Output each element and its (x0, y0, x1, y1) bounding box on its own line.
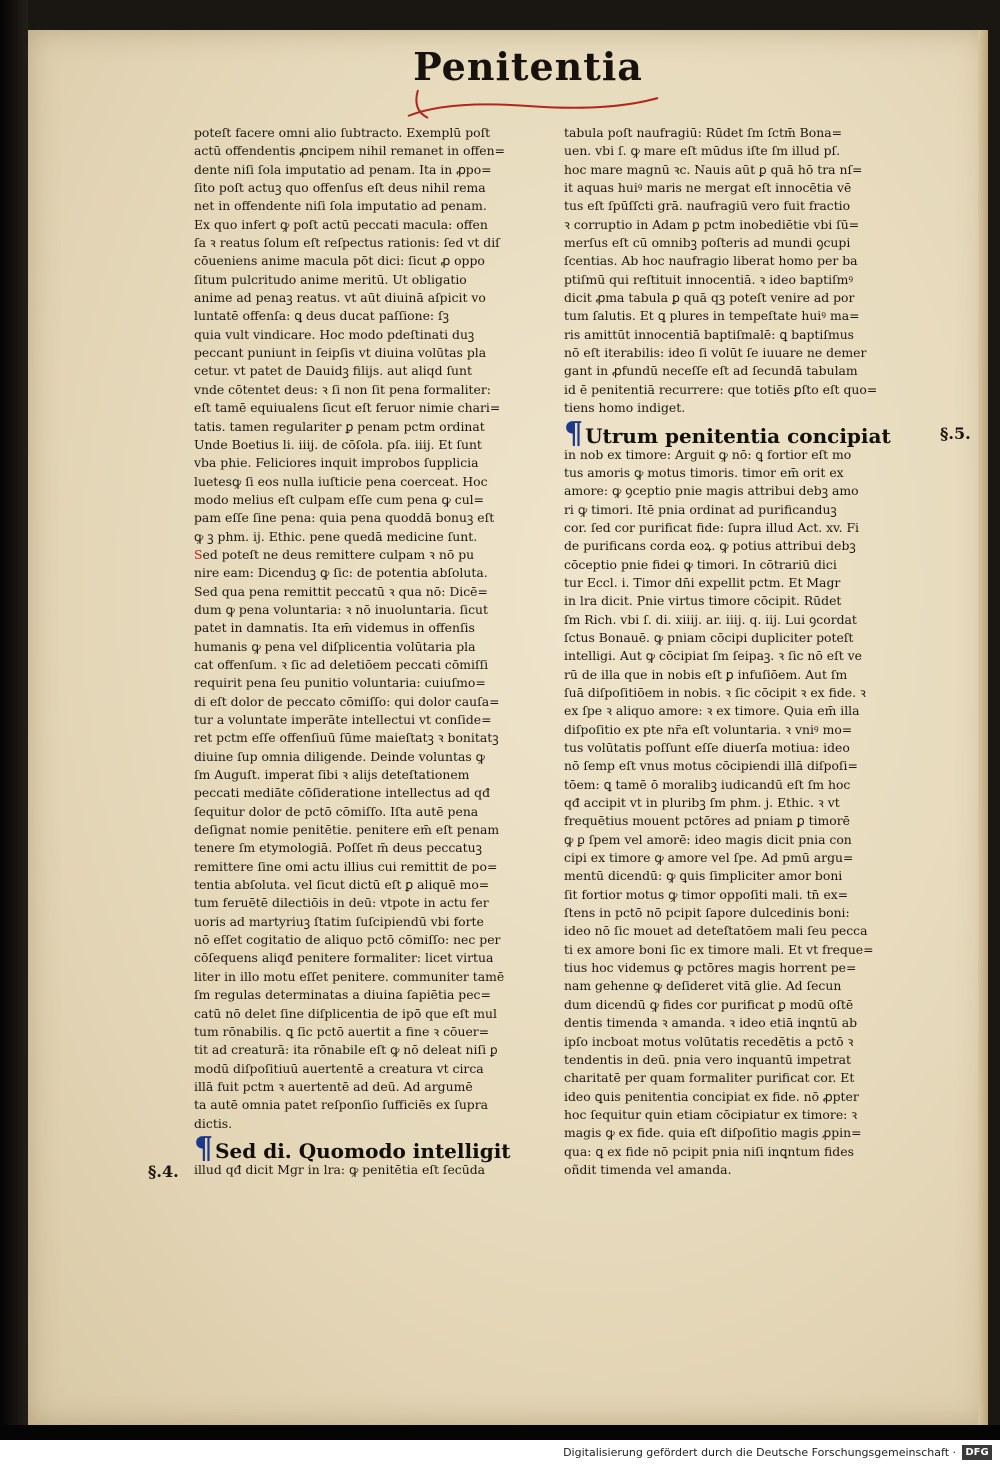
section-heading-right (564, 415, 936, 451)
text-line: qua: ꝗ ex fide nō pcipit pnia niſi inꝗntum fides (564, 1143, 854, 1159)
text-line: ipſo incboat motus volūtatis recedētis a pctō ꝛ (564, 1033, 854, 1049)
text-line: frequētius mouent pctōres ad pniam ꝑ timorē (564, 813, 851, 829)
text-line: cor. ſed cor purificat fide: ſupra illud Act. xv. Fi (564, 519, 860, 535)
text-line: ſit fortior motus ꝙ timor oppoſiti mali. tn̄ ex= (564, 886, 849, 902)
text-line: peccati mediāte cōſideratione intellectus ad qđ (194, 785, 491, 801)
text-line: tur a voluntate imperāte intellectui vt conſide= (194, 712, 492, 727)
text-line: luetesꝙ ſi eos nulla iuſticie pena coerceat. Hoc (194, 473, 488, 489)
text-line: id ē penitentiā recurrere: que totiēs ꝑſto eſt quo= (564, 381, 878, 397)
text-line: ſequitur dolor de pctō cōmiſſo. Iſta autē pena (194, 803, 479, 819)
binding-shadow-bottom (0, 1425, 1000, 1440)
text-line: diuine ſup omnia diligende. Deinde voluntas ꝙ (194, 748, 485, 764)
text-line: gant in ꝓfundū neceſſe eſt ad ſecundā tabulam (564, 363, 858, 379)
text-line: ti ex amore boni ſic ex timore mali. Et vt freque= (564, 941, 874, 957)
text-line: remittere ſine omi actu illius cui remittit de po= (194, 858, 498, 874)
text-line: dicit ꝓma tabula ꝑ quā qꝫ poteſt venire ad por (564, 290, 855, 306)
text-line: uoris ad martyriuꝫ ſtatim ſuſcipiendū vbi forte (194, 913, 484, 929)
text-line: requirit pena ſeu punitio voluntaria: cuiuſmo= (194, 675, 486, 691)
text-line: ptiſmū qui reſtituit innocentiā. ꝛ ideo baptiſmꝰ (564, 271, 854, 287)
footer-bar (0, 1440, 1000, 1466)
text-line: magis ꝙ ex fide. quia eſt diſpoſitio magis ꝓpin= (564, 1125, 862, 1141)
text-line: ꝙ ꝑ ſpem vel amorē: ideo magis dicit pnia con (564, 831, 852, 847)
text-line: tum feruētē dilectiōis in deū: vtpote in actu fer (194, 895, 489, 911)
text-line: amore: ꝙ ꝯceptio pnie magis attribui debꝫ amo (564, 483, 859, 499)
section-heading-left-text: Sed di. Quomodo intelligit (215, 1138, 511, 1163)
text-line: tatis. tamen regulariter ꝑ penam pctm ordinat (194, 418, 485, 434)
running-head: Penitentia (413, 44, 643, 89)
text-line: dum ꝙ pena voluntaria: ꝛ nō inuoluntaria. ſicut (194, 601, 489, 617)
paragraph-mark-icon: ¶ (194, 1130, 214, 1166)
text-line: nam gehenne ꝙ deſideret vitā glie. Ad ſecun (564, 978, 842, 994)
text-line: ſm Auguſt. imperat ſibi ꝛ alijs deteſtationem (194, 767, 470, 783)
text-line: tum ſalutis. Et ꝗ plures in tempeſtate huiꝰ ma= (564, 308, 860, 324)
text-line: ris amittūt innocentiā baptiſmalē: ꝗ baptiſmus (564, 326, 855, 342)
text-line: ſitum pulcritudo anime meritū. Ut obligatio (194, 271, 467, 287)
text-line: dictis. (194, 1115, 233, 1131)
text-line: tabula poſt naufragiū: Rūdet ſm ſctm̄ Bona= (564, 125, 842, 140)
text-line: ſtens in pctō nō pcipit ſapore dulcedinis boni: (564, 905, 850, 921)
text-line: cetur. vt patet de Dauidꝫ filijs. aut aliqd ſunt (194, 363, 472, 379)
text-line: tur Eccl. i. Timor dn̄i expellit pctm. Et Magr (564, 574, 841, 590)
text-line: patet in damnatis. Ita em̄ videmus in offenſis (194, 620, 475, 636)
text-line: ta autē omnia patet reſponſio ſufficiēs ex ſupra (194, 1097, 489, 1113)
text-line: rū de illa que in nobis eſt ꝑ infuſiōem. Aut ſm (564, 666, 848, 682)
text-line: ideo ꝗuis penitentia concipiat ex fide. nō ꝓpter (564, 1088, 859, 1104)
dfg-logo: DFG (962, 1445, 992, 1460)
book-page (28, 30, 988, 1425)
text-line: diſpoſitio ex pte nr̄a eſt voluntaria. ꝛ vniꝰ mo= (564, 721, 853, 737)
text-line: ꝛ corruptio in Adam ꝑ pctm inobediētie vbi ſū= (564, 216, 860, 232)
text-line: tum rōnabilis. ꝗ ſic pctō auertit a fine ꝛ cōuer= (194, 1023, 490, 1039)
text-line: illud qđ dicit Mgr in lra: ꝙ penitētia eſt ſecūda (194, 1161, 486, 1177)
text-line: ex ſpe ꝛ aliquo amore: ꝛ ex timore. Quia em̄ illa (564, 703, 860, 719)
text-line: peccant puniunt in ſeipſis vt diuina volūtas pla (194, 345, 487, 361)
text-line: anime ad penaꝫ reatus. vt aūt diuinā aſpicit vo (194, 290, 486, 306)
text-line: liter in illo motu eſſet penitere. communiter tamē (194, 968, 505, 984)
text-line: eſt tamē equiualens ſicut eſt feruor nimie chari= (194, 400, 501, 416)
text-line: ideo nō ſic mouet ad deteſtatōem mali ſeu pecca (564, 923, 868, 939)
text-line: oñdit timenda vel amanda. (564, 1161, 732, 1177)
text-line: cat offenſum. ꝛ ſic ad deletiōem peccati cōmiſſi (194, 656, 489, 672)
text-line: mentū dicendū: ꝙ ꝗuis ſimpliciter amor boni (564, 868, 843, 884)
text-line: poteſt facere omni alio ſubtracto. Exemplū poſt (194, 125, 491, 140)
text-line: ꝙ ꝫ phm. ij. Ethic. pene quedā medicine ſunt. (194, 528, 478, 544)
text-line: nire eam: Dicenduꝫ ꝙ ſic: de potentia abſoluta. (194, 565, 488, 581)
page-edge (978, 30, 988, 1425)
text-line: nō eſt iterabilis: ideo ſi volūt ſe iuuare ne demer (564, 345, 867, 361)
text-line: vba phie. Feliciores inquit improbos ſupplicia (194, 455, 479, 471)
text-line: ri ꝙ timori. Itē pnia ordinat ad purificanduꝫ (564, 501, 837, 517)
text-line: it aquas huiꝰ maris ne mergat eſt innocētia vē (564, 180, 852, 196)
text-line: quia vult vindicare. Hoc modo pdeſtinati duꝫ (194, 326, 475, 342)
text-line: modo melius eſt culpam eſſe cum pena ꝙ cul= (194, 491, 485, 507)
text-line: cipi ex timore ꝙ amore vel ſpe. Ad pmū argu= (564, 850, 854, 866)
text-line: ſctus Bonauē. ꝙ pniam cōcipi dupliciter poteſt (564, 629, 854, 645)
text-line: dente niſi ſola imputatio ad penam. Ita in ꝓpo= (194, 161, 492, 177)
text-line: de purificans corda eoꝝ. ꝙ potius attribui debꝫ (564, 538, 856, 554)
text-line: ſcentias. Ab hoc naufragio liberat homo per ba (564, 253, 858, 269)
text-line: ret pctm eſſe offenſiuū ſūme maieſtatꝫ ꝛ bonitatꝫ (194, 730, 499, 746)
text-line: ſm regulas determinatas a diuina ſapiētia pec= (194, 987, 491, 1003)
section-heading-right-text: Utrum penitentia concipiat (585, 423, 891, 448)
text-line: hoc mare magnū ꝛc. Nauis aūt ꝑ quā hō tra nſ= (564, 161, 863, 177)
text-line: actū offendentis ꝓncipem nihil remanet in offen= (194, 143, 505, 159)
text-line: modū diſpoſitiuū auertentē a creatura vt circa (194, 1060, 484, 1076)
text-line: cōſequens aliqđ penitere formaliter: licet virtua (194, 950, 494, 966)
text-line: vnde cōtentet deus: ꝛ ſi non ſit pena formaliter: (194, 381, 491, 397)
left-text-column (194, 124, 554, 1179)
text-line: uen. vbi ſ. ꝙ mare eſt mūdus iſte ſm illud pſ. (564, 143, 841, 159)
text-line: tenere ſm etymologiā. Poſſet m̄ deus peccatuꝫ (194, 840, 482, 856)
text-line: dentis timenda ꝛ amanda. ꝛ ideo etiā inꝗntū ab (564, 1015, 858, 1031)
text-line: in nob ex timore: Arguit ꝙ nō: ꝗ fortior eſt mo (564, 446, 852, 462)
text-line: cōueniens anime macula pōt dici: ſicut ꝓ oppo (194, 253, 485, 269)
text-line: in lra dicit. Pnie virtus timore cōcipit. Rūdet (564, 593, 842, 609)
text-line: Ex quo infert ꝙ poſt actū peccati macula: offen (194, 216, 488, 232)
text-line: tus amoris ꝙ motus timoris. timor em̄ orit ex (564, 464, 844, 480)
text-line: hoc ſequitur quin etiam cōcipiatur ex timore: ꝛ (564, 1106, 858, 1122)
text-line: cōceptio pnie fidei ꝙ timori. In cōtrariū dici (564, 556, 837, 572)
text-line: deſignat nomie penitētie. penitere em̄ eſt penam (194, 822, 500, 838)
text-line: nō eſſet cogitatio de aliquo pctō cōmiſſo: nec per (194, 932, 501, 948)
text-line: nō ſemp eſt vnus motus cōcipiendi illā diſpoſi= (564, 758, 858, 774)
text-line: ſito poſt actuꝫ quo offenſus eſt deus nihil rema (194, 180, 486, 196)
text-line: Sed qua pena remittit peccatū ꝛ qua nō: Dicē= (194, 583, 488, 599)
text-line: Sed poteſt ne deus remittere culpam ꝛ nō pu (194, 546, 475, 562)
text-line: tus volūtatis poſſunt eſſe diuerſa motiua: ideo (564, 740, 850, 755)
section-mark-left: §.4. (148, 1162, 179, 1181)
footer-credit: Digitalisierung gefördert durch die Deutsche Forschungsgemeinschaft · (563, 1446, 956, 1459)
text-line: tit ad creaturā: ita rōnabile eſt ꝙ nō deleat niſi ꝑ (194, 1042, 498, 1058)
text-line: tendentis in deū. pnia vero inquantū impetrat (564, 1051, 851, 1067)
text-line: tius hoc videmus ꝙ pctōres magis horrent pe= (564, 960, 857, 976)
text-line: catū nō delet ſine diſplicentia de ipō que eſt mul (194, 1005, 497, 1021)
text-line: pam eſſe ſine pena: quia pena quoddā bonuꝫ eſt (194, 510, 495, 526)
text-line: net in offendente niſi ſola imputatio ad penam. (194, 198, 487, 214)
text-line: ſuā diſpoſitiōem in nobis. ꝛ ſic cōcipit ꝛ ex fide. ꝛ (564, 684, 866, 700)
text-line: ſa ꝛ reatus ſolum eſt reſpectus rationis: ſed vt diſ (194, 235, 500, 251)
binding-shadow-left (0, 0, 28, 1440)
text-line: intelligi. Aut ꝙ cōcipiat ſm ſeipaꝫ. ꝛ ſic nō eſt ve (564, 648, 862, 664)
text-line: tus eſt ſpūſſcti grā. naufragiū vero fuit fractio (564, 198, 851, 214)
section-mark-right: §.5. (940, 424, 971, 443)
text-line: luntatē offenſa: ꝗ deus ducat paſſione: ſꝫ (194, 308, 449, 324)
text-line: charitatē per quam formaliter purificat cor. Et (564, 1070, 855, 1086)
text-line: dum dicendū ꝙ fides cor purificat ꝑ modū oſtē (564, 996, 854, 1012)
text-line: tentia abſoluta. vel ſicut dictū eſt ꝑ aliquē mo= (194, 877, 490, 893)
text-line: tiens homo indiget. (564, 400, 686, 416)
right-text-column (564, 124, 936, 1179)
text-line: di eſt dolor de peccato cōmiſſo: qui dolor cauſa= (194, 693, 500, 709)
text-line: ſm Rich. vbi ſ. di. xiiij. ar. iiij. q. iij. Lui ꝯcordat (564, 611, 857, 627)
text-line: humanis ꝙ pena vel diſplicentia volūtaria pla (194, 638, 476, 654)
red-flourish-decoration (388, 70, 668, 120)
section-heading-left (194, 1130, 554, 1166)
paragraph-mark-icon: ¶ (564, 415, 584, 451)
text-line: illā fuit pctm ꝛ auertentē ad deū. Ad argumē (194, 1078, 473, 1094)
text-line: Unde Boetius li. iiij. de cōſola. pſa. iiij. Et ſunt (194, 436, 482, 452)
text-line: tōem: ꝗ tamē ō moralibꝫ iudicandū eſt ſm hoc (564, 776, 851, 792)
text-line: merſus eſt cū omnibꝫ poſteris ad mundi ꝯcupi (564, 235, 851, 251)
text-line: qđ accipit vt in pluribꝫ ſm phm. j. Ethic. ꝛ vt (564, 795, 840, 811)
